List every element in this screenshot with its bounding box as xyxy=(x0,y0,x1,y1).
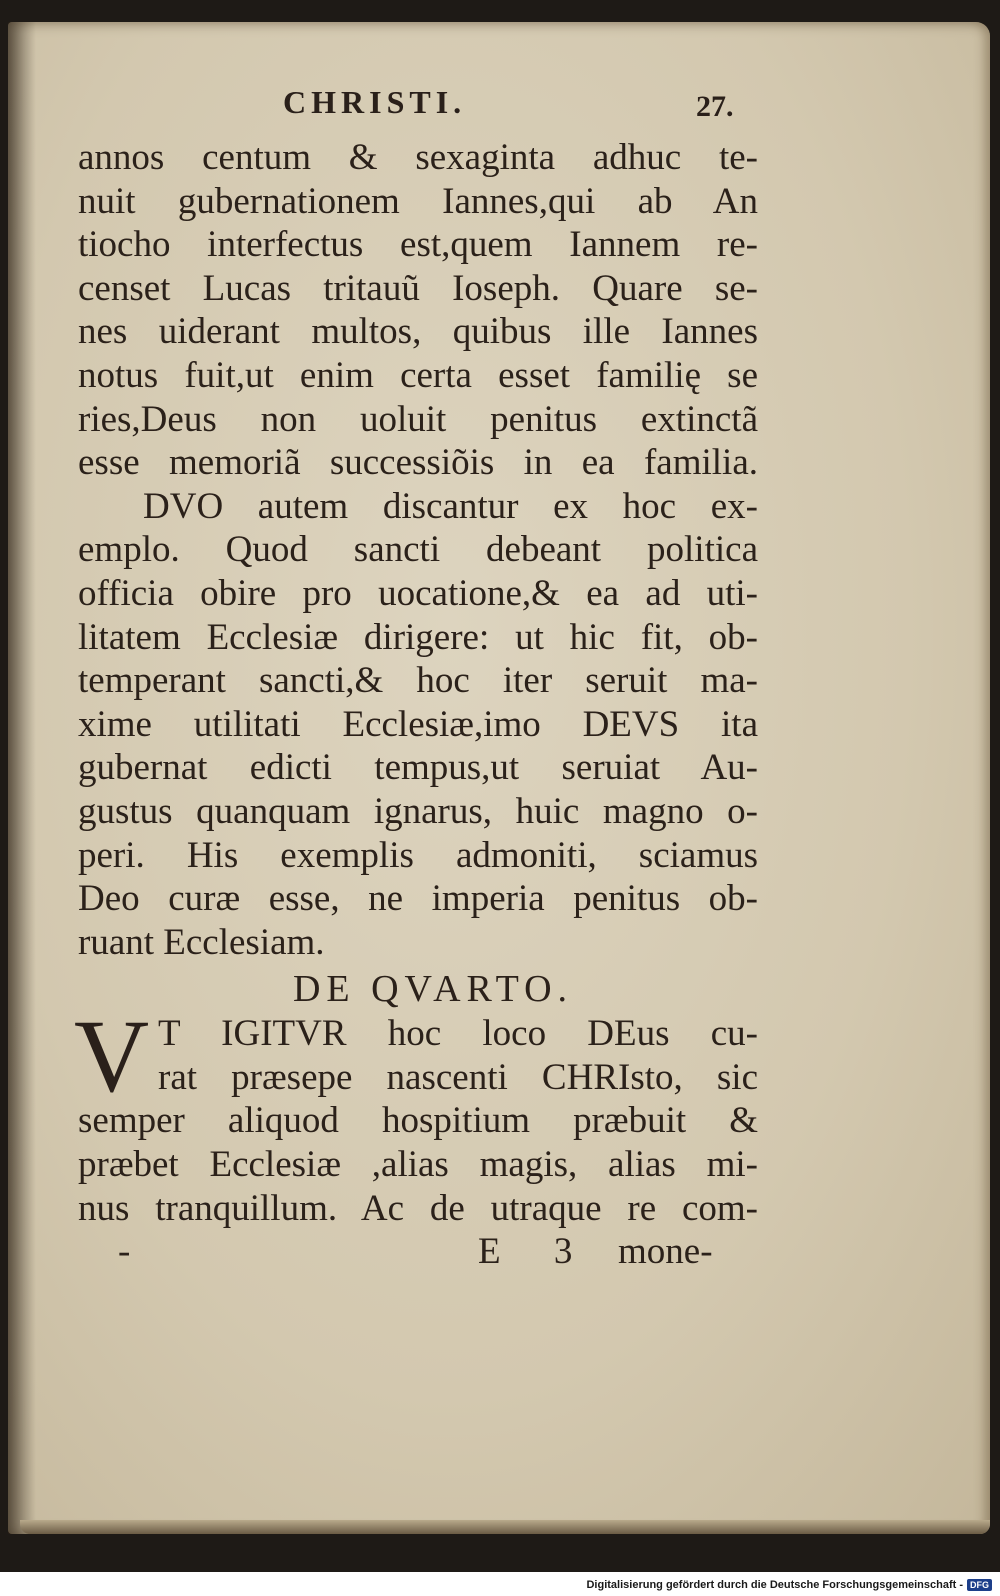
text-line: ruant Ecclesiam. xyxy=(78,921,325,963)
text-line: annos centum & sexaginta adhuc te- xyxy=(78,137,758,178)
section-title: DE QVARTO. xyxy=(292,968,574,1011)
text-line: notus fuit,ut enim certa esset familię se xyxy=(78,354,758,396)
catchline-dash: - xyxy=(118,1231,131,1273)
dfg-logo: DFG xyxy=(967,1579,992,1591)
paragraph-1 xyxy=(78,136,758,485)
page-text-block xyxy=(74,80,758,1274)
signature-mark: E 3 xyxy=(478,1231,595,1273)
text-line: rat præsepe nascenti CHRIsto, sic xyxy=(158,1056,758,1098)
text-line: nus tranquillum. Ac de utraque re com- xyxy=(78,1187,758,1229)
text-line: DVO autem discantur ex hoc ex- xyxy=(143,485,758,527)
text-line: litatem Ecclesiæ dirigere: ut hic fit, ob- xyxy=(78,616,758,658)
page-number: 27. xyxy=(696,90,734,123)
paragraph-2 xyxy=(78,485,758,965)
text-line: peri. His exemplis admoniti, sciamus xyxy=(78,834,758,876)
paragraph-3 xyxy=(74,999,758,1230)
text-line: nes uiderant multos, quibus ille Iannes xyxy=(78,311,758,353)
catchword: mone- xyxy=(618,1231,713,1273)
text-line: ries,Deus non uoluit penitus extinctã xyxy=(78,398,758,440)
credit-text: Digitalisierung gefördert durch die Deutsche Forschungsgemeinschaft - xyxy=(586,1579,963,1591)
text-line: præbet Ecclesiæ ,alias magis, alias mi- xyxy=(78,1144,758,1186)
catchline xyxy=(78,1230,758,1274)
text-line: tiocho interfectus est,quem Iannem re- xyxy=(78,224,758,266)
page-header xyxy=(78,80,758,136)
text-line: T IGITVR hoc loco DEus cu- xyxy=(158,1013,758,1055)
text-line: officia obire pro uocatione,& ea ad uti- xyxy=(78,572,758,614)
text-line: Deo curæ esse, ne imperia penitus ob- xyxy=(78,878,758,920)
text-line: gustus quanquam ignarus, huic magno o- xyxy=(78,790,758,832)
running-head: CHRISTI. xyxy=(283,84,467,120)
page-bottom-edge xyxy=(20,1520,990,1534)
text-line: emplo. Quod sancti debeant politica xyxy=(78,529,758,571)
text-line: censet Lucas tritauũ Ioseph. Quare se- xyxy=(78,267,758,309)
drop-cap: V xyxy=(74,999,150,1115)
page-gutter-shadow xyxy=(8,22,36,1534)
text-line: xime utilitati Ecclesiæ,imo DEVS ita xyxy=(78,703,758,745)
text-line: temperant sancti,& hoc iter seruit ma- xyxy=(78,660,758,702)
text-line: nuit gubernationem Iannes,qui ab An xyxy=(78,180,758,222)
text-line: esse memoriã successiõis in ea familia. xyxy=(78,442,758,484)
text-line: gubernat edicti tempus,ut seruiat Au- xyxy=(78,747,758,789)
text-line: semper aliquod hospitium præbuit & xyxy=(78,1100,758,1142)
digitization-credit xyxy=(586,1577,992,1593)
